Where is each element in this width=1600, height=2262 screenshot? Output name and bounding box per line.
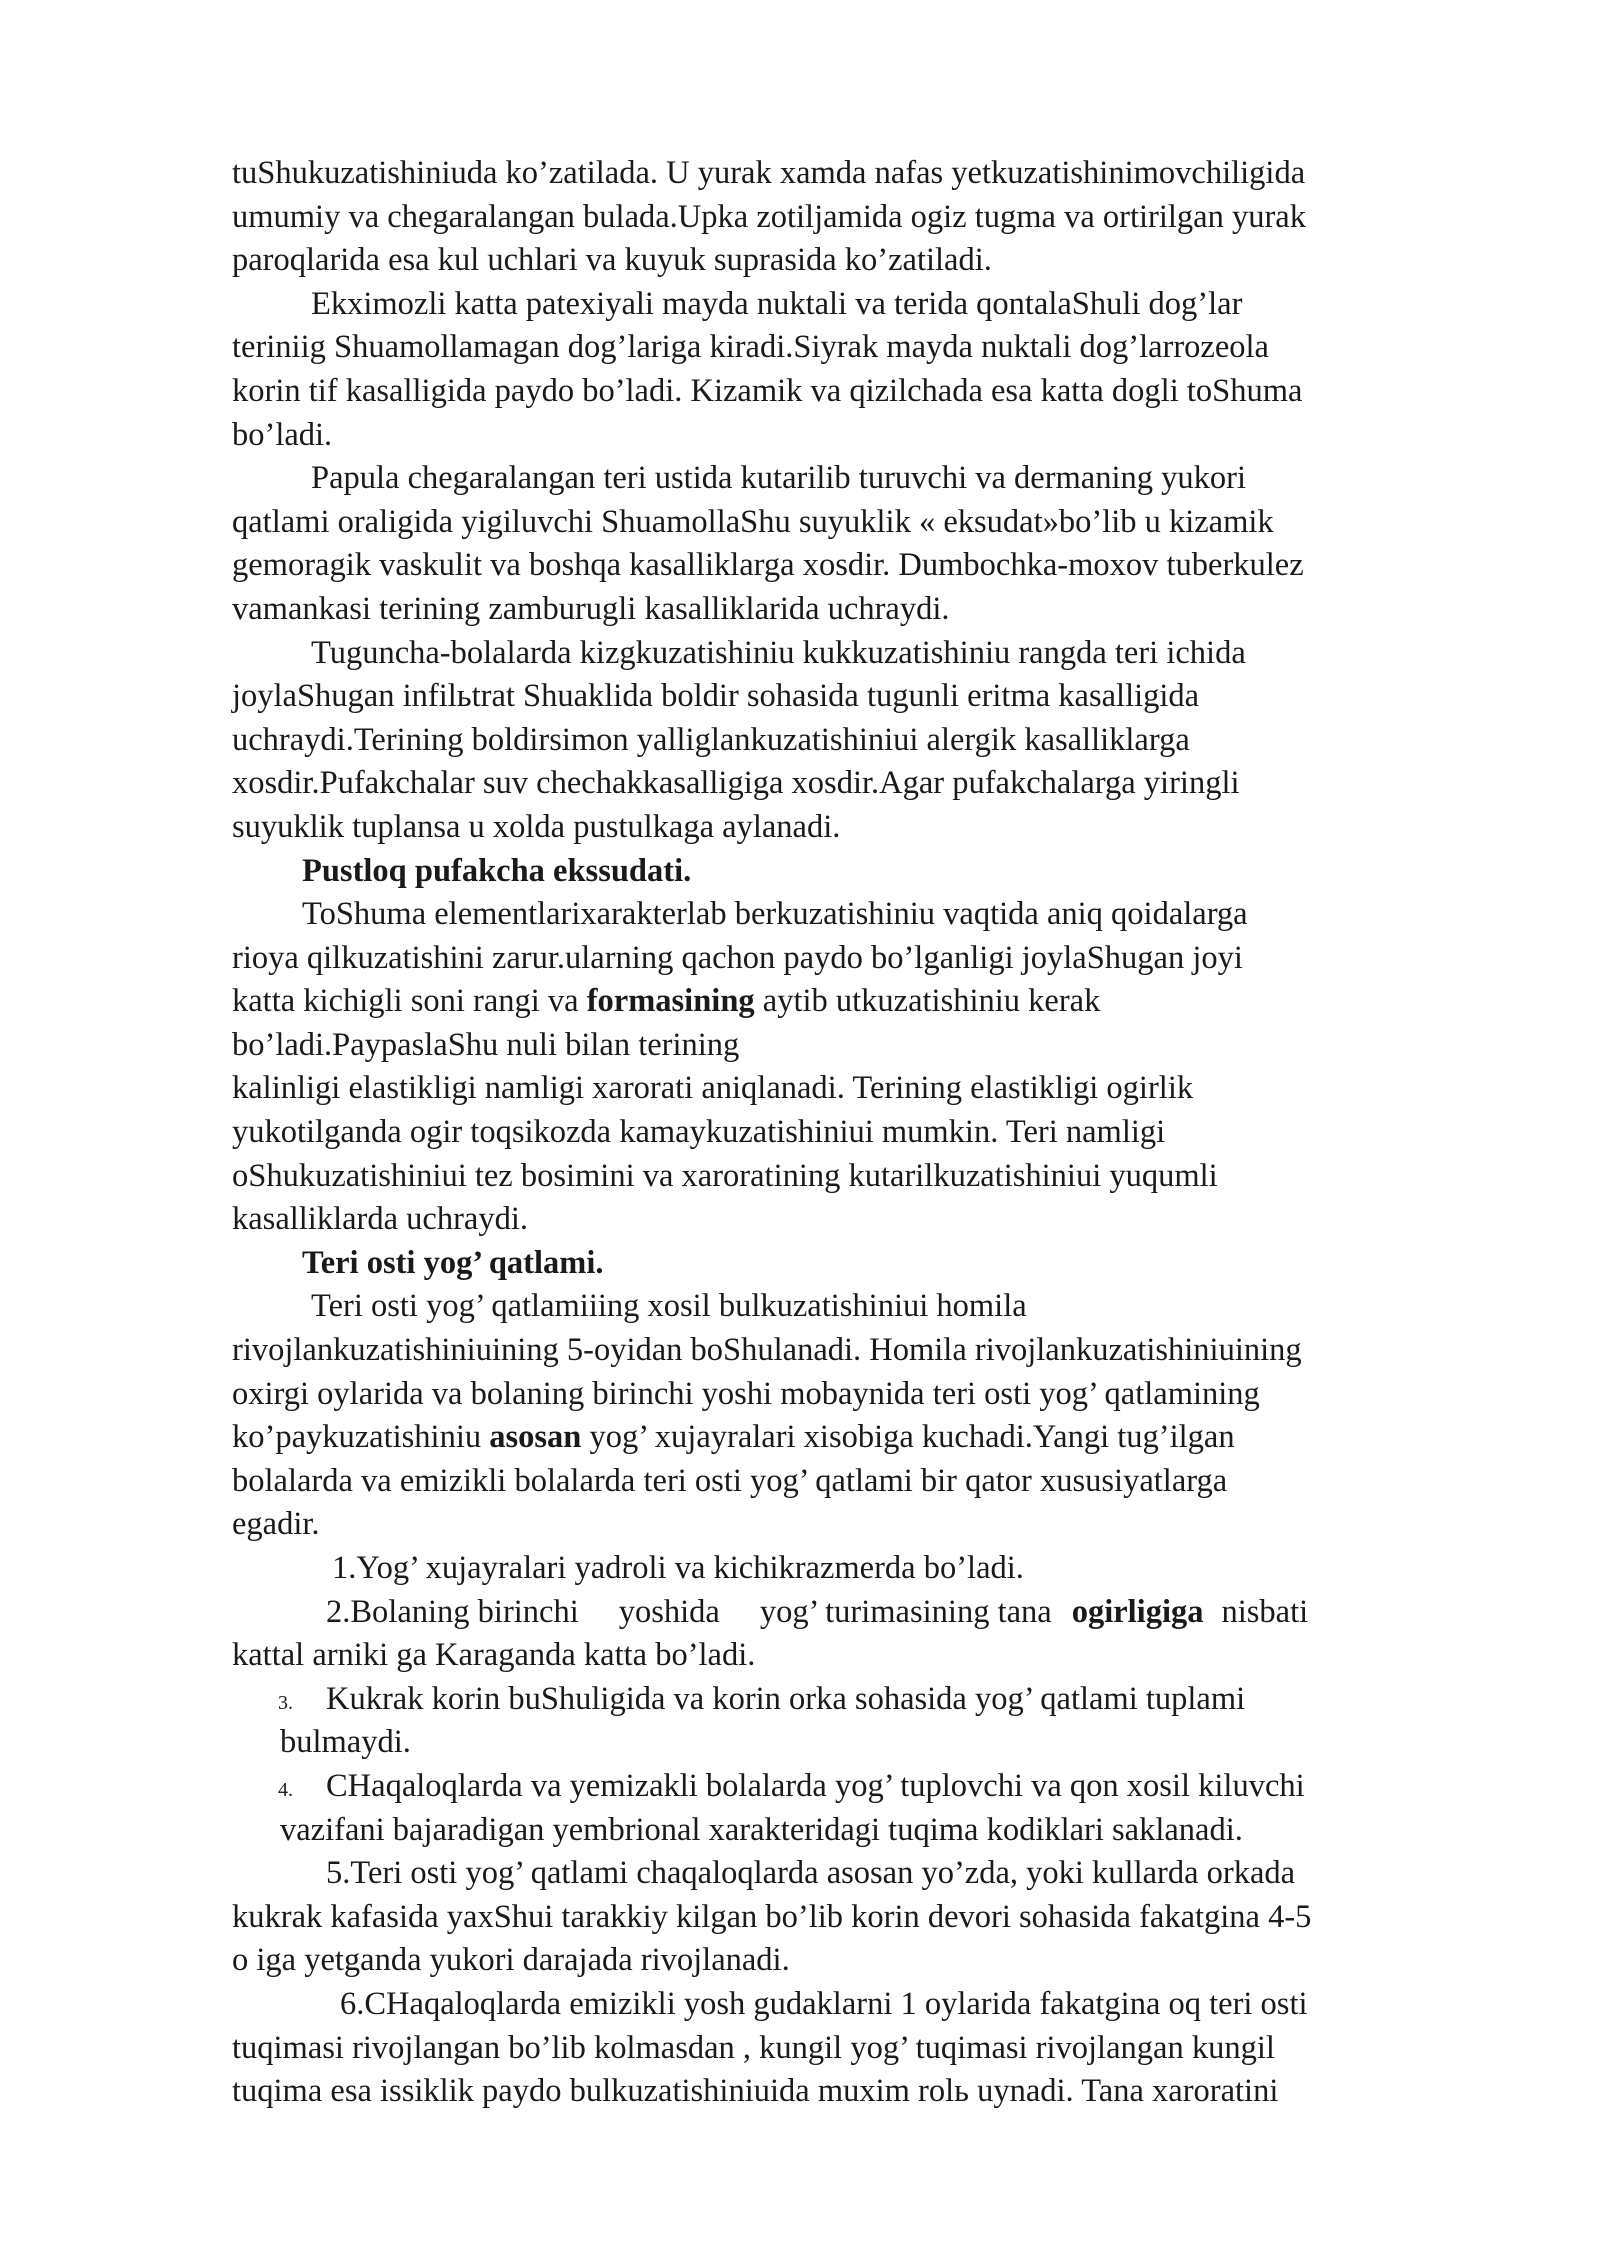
document-page <box>232 152 1512 2114</box>
text-line: yukotilganda ogir toqsikozda kamaykuzatishiniui mumkin. Teri namligi <box>232 1114 1166 1151</box>
text-line: rivojlankuzatishiniuining 5-oyidan boShulanadi. Homila rivojlankuzatishiniuining <box>232 1332 1302 1369</box>
list-number: 4. <box>278 1778 293 1801</box>
text-line: gemoragik vaskulit va boshqa kasalliklarga xosdir. Dumbochka-moxov tuberkulez <box>232 547 1304 584</box>
text-line: rioya qilkuzatishini zarur.ularning qachon paydo bo’lganligi joylaShugan joyi <box>232 939 1243 976</box>
text-line: vazifani bajaradigan yembrional xarakteridagi tuqima kodiklari saklanadi. <box>280 1811 1243 1848</box>
text-line: bo’ladi.PaypaslaShu nuli bilan terining <box>232 1026 740 1063</box>
text-line: Teri osti yog’ qatlamiiing xosil bulkuzatishiniui homila <box>311 1288 1027 1325</box>
text-run: katta kichigli soni rangi va <box>232 983 587 1020</box>
section-heading: Teri osti yog’ qatlami. <box>302 1244 604 1281</box>
text-line: paroqlarida esa kul uchlari va kuyuk suprasida ko’zatiladi. <box>232 242 992 279</box>
text-run: Kukrak korin buShuligida va korin orka sohasida yog’ qatlami tuplami <box>326 1680 1246 1717</box>
text-line: korin tif kasalligida paydo bo’ladi. Kizamik va qizilchada esa katta dogli toShuma <box>232 372 1303 409</box>
section-heading: Pustloq pufakcha ekssudati. <box>302 852 692 889</box>
text-line: tuShukuzatishiniuda ko’zatilada. U yurak xamda nafas yetkuzatishinimovchiligida <box>232 155 1306 191</box>
text-line: teriniig Shuamollamagan dog’lariga kiradi.Siyrak mayda nuktali dog’larrozeola <box>232 329 1269 366</box>
text-line: kasalliklarda uchraydi. <box>232 1201 528 1238</box>
text-line: Tuguncha-bolalarda kizgkuzatishiniu kukkuzatishiniu rangda teri ichida <box>311 634 1246 671</box>
text-line: umumiy va chegaralangan bulada.Upka zotiljamida ogiz tugma va ortirilgan yurak <box>232 198 1306 235</box>
text-line: joylaShugan infilьtrat Shuaklida boldir sohasida tugunli eritma kasalligida <box>232 678 1200 715</box>
text-run: nisbati <box>1221 1593 1309 1630</box>
text-line <box>232 1416 1512 1460</box>
text-line: o iga yetganda yukori darajada rivojlanadi. <box>232 1942 790 1979</box>
text-line: suyuklik tuplansa u xolda pustulkaga aylanadi. <box>232 808 841 845</box>
text-line: vamankasi terining zamburugli kasalliklarida uchraydi. <box>232 590 950 627</box>
text-run: yog’ turimasining tana <box>759 1593 1052 1630</box>
text-run: yoshida <box>618 1593 720 1630</box>
text-run: CHaqaloqlarda va yemizakli bolalarda yog’ tuplovchi va qon xosil kiluvchi <box>326 1767 1305 1804</box>
text-line: egadir. <box>232 1506 320 1543</box>
list-item: 5.Teri osti yog’ qatlami chaqaloqlarda asosan yo’zda, yoki kullarda orkada <box>326 1855 1296 1892</box>
text-line: tuqima esa issiklik paydo bulkuzatishiniuida muxim rolь uynadi. Tana xaroratini <box>232 2073 1279 2110</box>
list-item: 1.Yog’ xujayralari yadroli va kichikrazmerda bo’ladi. <box>332 1550 1024 1586</box>
text-line: oShukuzatishiniui tez bosimini va xaroratining kutarilkuzatishiniui yuqumli <box>232 1157 1218 1194</box>
list-number: 3. <box>278 1691 293 1714</box>
text-line: qatlami oraligida yigiluvchi ShuamollaShu suyuklik « eksudat»bo’lib u kizamik <box>232 503 1274 540</box>
text-line: bulmaydi. <box>280 1724 411 1761</box>
list-item <box>232 1591 1512 1635</box>
text-run: ko’paykuzatishiniu <box>232 1419 490 1456</box>
text-line: kukrak kafasida yaxShui tarakkiy kilgan bo’lib korin devori sohasida fakatgina 4-5 <box>232 1898 1312 1935</box>
text-run: yog’ xujayralari xisobiga kuchadi.Yangi tug’ilgan <box>581 1419 1235 1456</box>
list-item: 6.CHaqaloqlarda emizikli yosh gudaklarni 1 oylarida fakatgina oq teri osti <box>340 1985 1308 2022</box>
text-line: ToShuma elementlarixarakterlab berkuzatishiniu vaqtida aniq qoidalarga <box>302 896 1248 933</box>
list-item <box>232 1678 1512 1722</box>
text-line <box>232 980 1512 1024</box>
text-line: tuqimasi rivojlangan bo’lib kolmasdan , kungil yog’ tuqimasi rivojlangan kungil <box>232 2029 1275 2066</box>
text-line: Ekximozli katta patexiyali mayda nuktali va terida qontalaShuli dog’lar <box>311 285 1243 322</box>
text-run: aytib utkuzatishiniu kerak <box>754 983 1101 1020</box>
text-line: kalinligi elastikligi namligi xarorati aniqlanadi. Terining elastikligi ogirlik <box>232 1070 1194 1107</box>
bold-term: ogirligiga <box>1071 1593 1204 1630</box>
bold-term: asosan <box>489 1419 582 1456</box>
text-line: xosdir.Pufakchalar suv chechakkasalligiga xosdir.Agar pufakchalarga yiringli <box>232 765 1240 802</box>
text-line: kattal arniki ga Karaganda katta bo’ladi. <box>232 1637 756 1674</box>
text-line: Papula chegaralangan teri ustida kutarilib turuvchi va dermaning yukori <box>311 460 1246 497</box>
text-line: bolalarda va emizikli bolalarda teri osti yog’ qatlami bir qator xususiyatlarga <box>232 1462 1228 1499</box>
text-line: oxirgi oylarida va bolaning birinchi yoshi mobaynida teri osti yog’ qatlamining <box>232 1375 1260 1412</box>
text-run: 2.Bolaning birinchi <box>326 1593 579 1630</box>
text-line: uchraydi.Terining boldirsimon yalliglankuzatishiniui alergik kasalliklarga <box>232 721 1190 758</box>
bold-term: formasining <box>586 983 755 1020</box>
list-item <box>232 1765 1512 1809</box>
text-line: bo’ladi. <box>232 416 333 453</box>
